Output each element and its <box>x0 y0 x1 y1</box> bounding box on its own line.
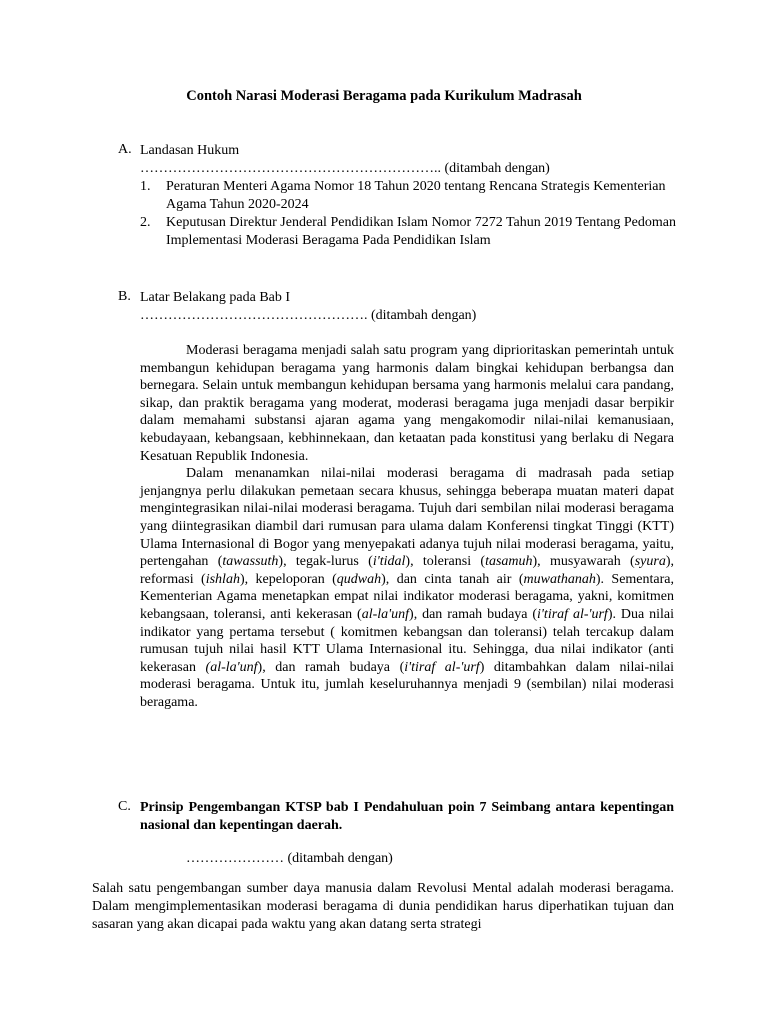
section-a-dots: ……………………………………………………….. <box>140 161 441 176</box>
section-a-added-note: (ditambah dengan) <box>444 161 550 176</box>
section-a-heading: Landasan Hukum <box>140 143 240 158</box>
section-a-letter: A. <box>118 142 132 157</box>
section-c-placeholder-line <box>186 851 393 867</box>
section-a <box>118 142 678 250</box>
list-item <box>140 178 678 214</box>
list-item-number: 1. <box>140 179 151 194</box>
list-item-text: Peraturan Menteri Agama Nomor 18 Tahun 2020 tentang Rencana Strategis Kementerian Agama Tahun 2020-2024 <box>166 179 666 212</box>
section-b-placeholder-line <box>140 307 678 325</box>
document-title: Contoh Narasi Moderasi Beragama pada Kurikulum Madrasah <box>186 88 582 104</box>
section-b-heading: Latar Belakang pada Bab I <box>140 290 291 305</box>
section-c <box>118 799 674 835</box>
section-c-dots: ………………… <box>186 851 284 866</box>
paragraph-nilai-moderasi: Dalam menanamkan nilai-nilai moderasi beragama di madrasah pada setiap jenjangnya perlu dilakukan pemetaan secara khusus, sehingga beberapa muatan materi dapat mengintegrasikan nilai-nilai moderasi beragama. Tujuh dari sembilan nilai moderasi beragama yang diintegrasikan diambil dari rumusan para ulama dalam Konferensi tingkat Tinggi (KTT) Ulama Internasional di Bogor yang menyepakati adanya tujuh nilai moderasi beragama, yaitu, pertengahan (tawassuth), tegak-lurus (i'tidal), toleransi (tasamuh), musyawarah (syura), reformasi (ishlah), kepeloporan (qudwah), dan cinta tanah air (muwathanah). Sementara, Kementerian Agama menetapkan empat nilai indikator moderasi beragama, yakni, komitmen kebangsaan, toleransi, anti kekerasan (al-la'unf), dan ramah budaya (i'tiraf al-'urf). Dua nilai indikator yang pertama tersebut ( komitmen kebangsan dan toleransi) telah tercakup dalam rumusan tujuh nilai hasil KTT Ulama Internasional itu. Sehingga, dua nilai indikator (anti kekerasan (al-la'unf), dan ramah budaya (i'tiraf al-'urf) ditambahkan dalam nilai-nilai moderasi beragama. Untuk itu, jumlah keseluruhannya menjadi 9 (sembilan) nilai moderasi beragama. <box>140 466 675 710</box>
section-b-body <box>140 342 674 711</box>
section-a-placeholder-line <box>140 160 678 178</box>
list-item-text: Keputusan Direktur Jenderal Pendidikan Islam Nomor 7272 Tahun 2019 Tentang Pedoman Implementasi Moderasi Beragama Pada Pendidikan Islam <box>166 215 676 248</box>
section-b-dots: …………………………………………. <box>140 308 368 323</box>
section-c-body <box>92 880 674 934</box>
list-item <box>140 214 678 250</box>
section-c-heading: Prinsip Pengembangan KTSP bab I Pendahuluan poin 7 Seimbang antara kepentingan nasional dan kepentingan daerah. <box>140 800 674 833</box>
section-b-added-note: (ditambah dengan) <box>371 308 477 323</box>
section-b <box>118 289 678 325</box>
paragraph-moderasi: Moderasi beragama menjadi salah satu program yang diprioritaskan pemerintah untuk membangun kehidupan beragama yang harmonis dalam bingkai kehidupan berbangsa dan bernegara. Selain untuk membangun kehidupan bersama yang harmonis melalui cara pandang, sikap, dan praktik beragama yang moderat, moderasi beragama juga menjadi dasar berpikir dalam memahami substansi ajaran agama yang mengakomodir nilai-nilai kemanusiaan, kebudayaan, kebangsaan, kebhinnekaan, dan ketaatan pada konstitusi yang berlaku di Negara Kesatuan Republik Indonesia. <box>140 343 674 464</box>
section-c-added-note: (ditambah dengan) <box>287 851 393 866</box>
list-item-number: 2. <box>140 215 151 230</box>
legal-basis-list <box>140 178 678 250</box>
paragraph-revolusi-mental: Salah satu pengembangan sumber daya manusia dalam Revolusi Mental adalah moderasi beragama. Dalam mengimplementasikan moderasi beragama di dunia pendidikan harus diperhatikan tujuan dan sasaran yang akan dicapai pada waktu yang akan datang serta strategi <box>92 881 674 932</box>
section-c-letter: C. <box>118 799 131 814</box>
section-b-letter: B. <box>118 289 131 304</box>
